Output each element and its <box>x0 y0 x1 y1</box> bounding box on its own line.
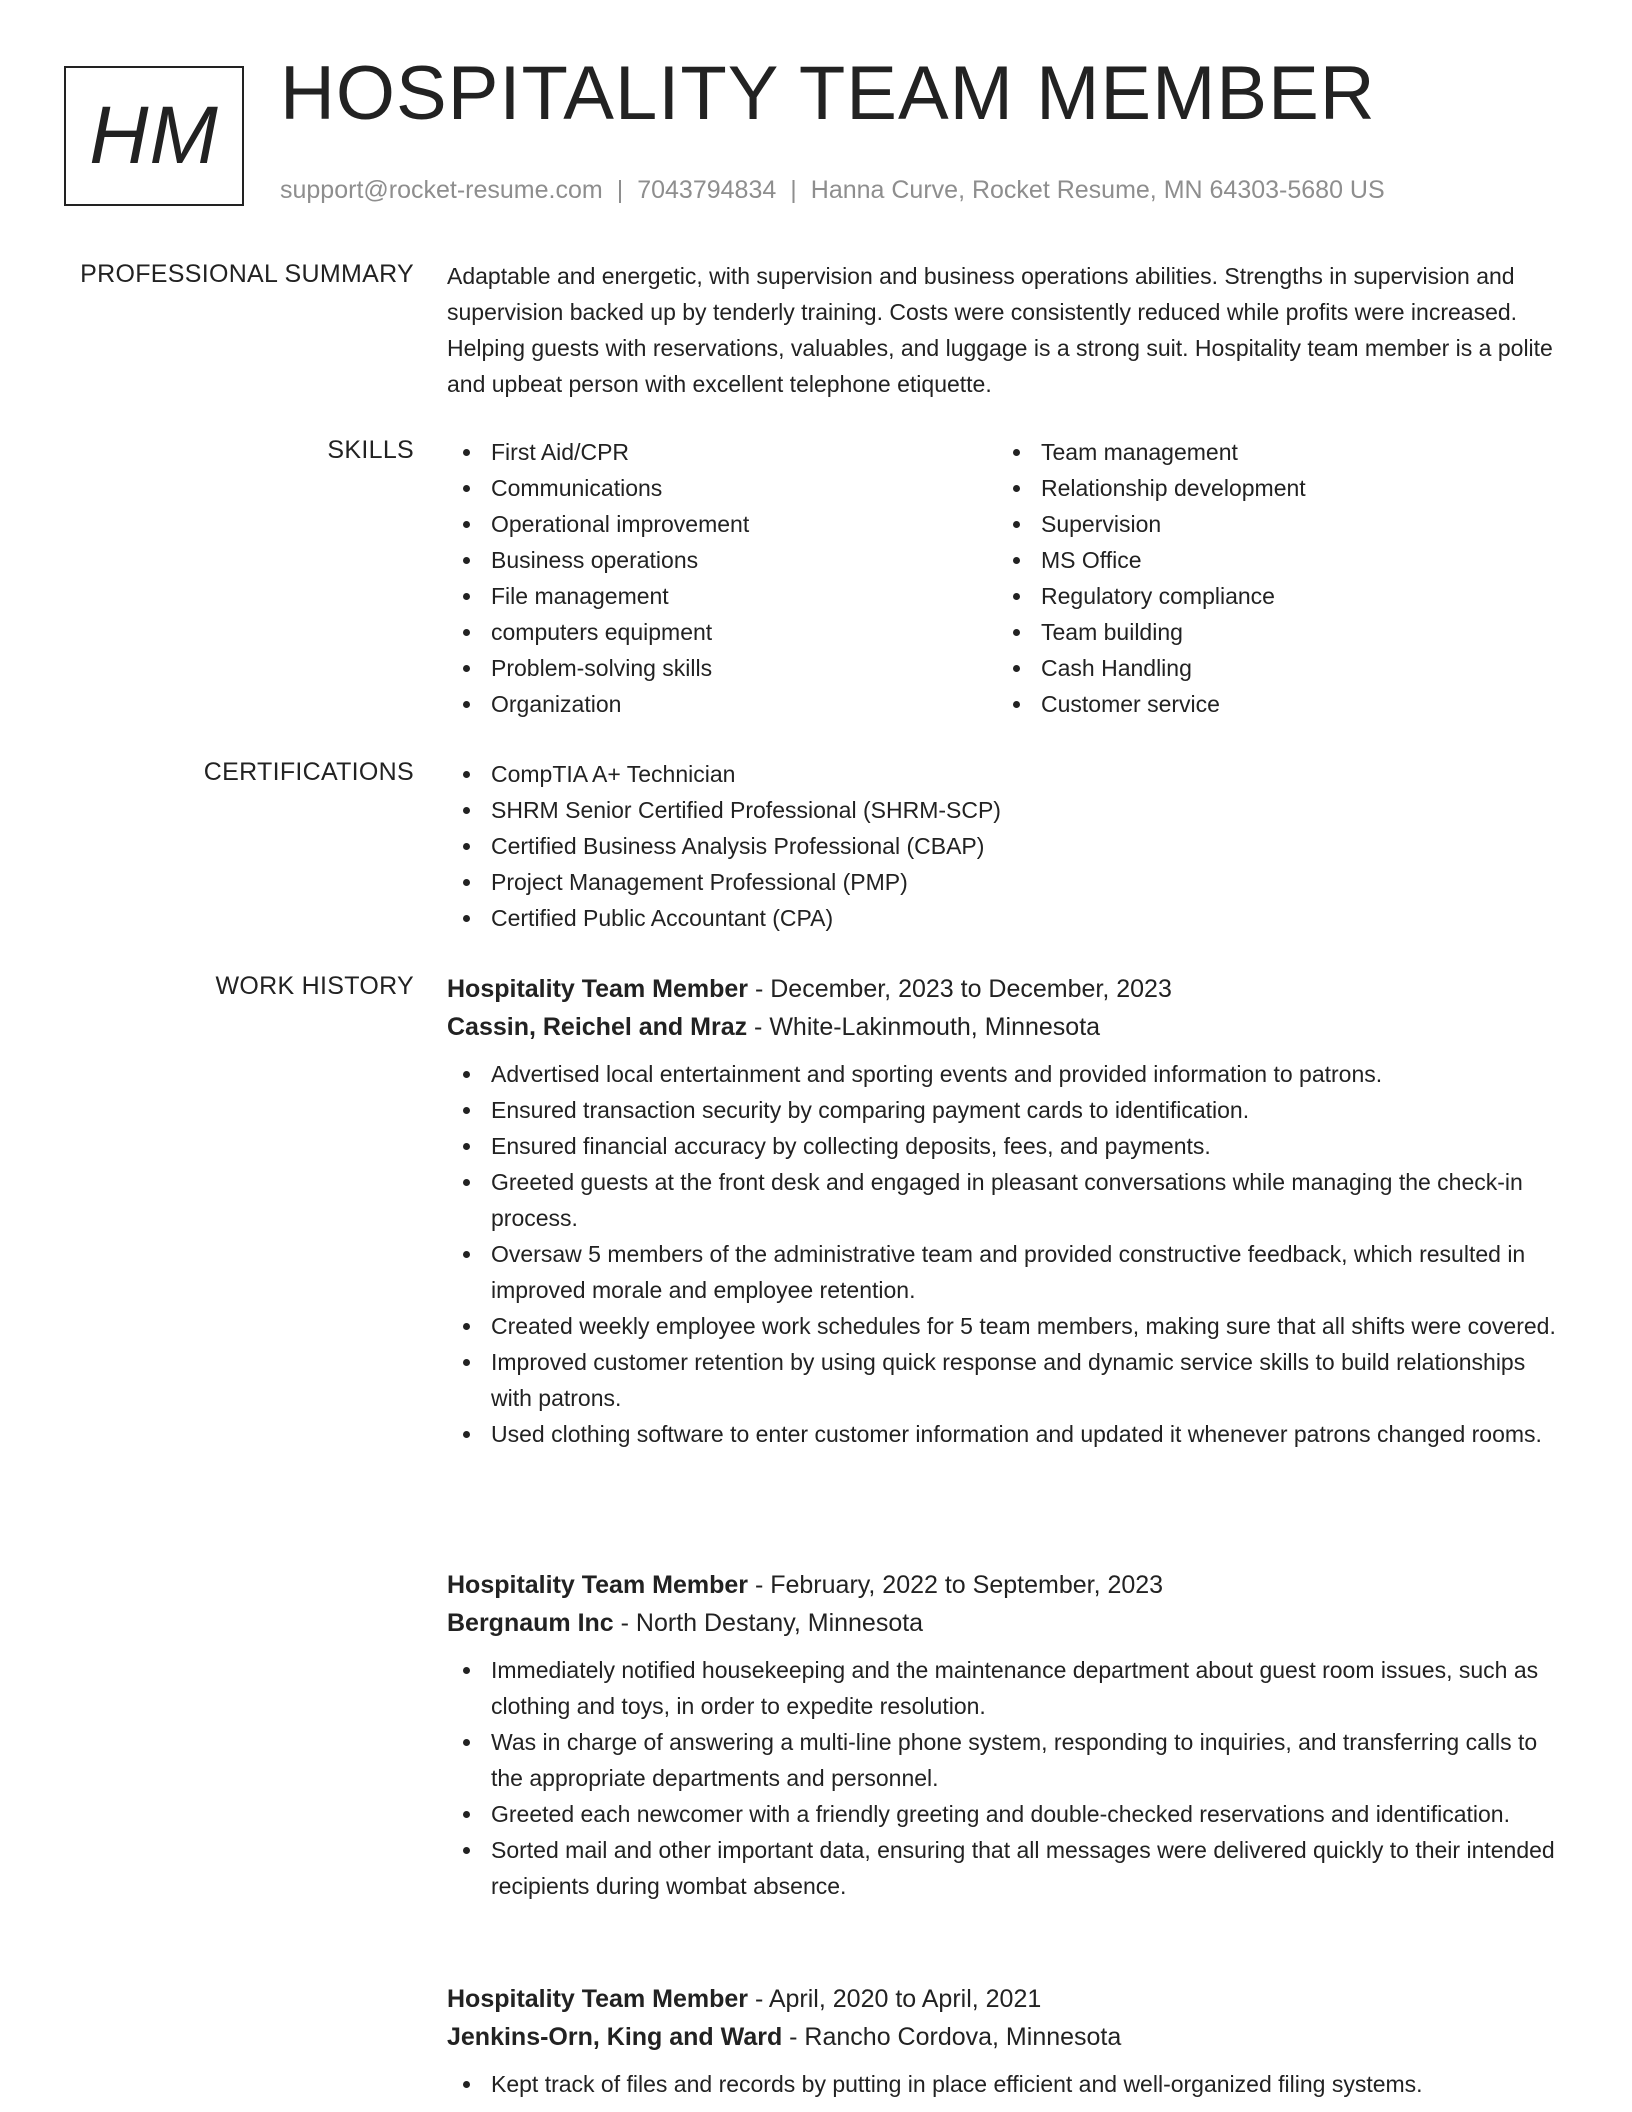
skill-item: Communications <box>447 470 987 506</box>
job-duty: Greeted guests at the front desk and engaged in pleasant conversations while managing the check-in process. <box>447 1164 1559 1236</box>
job-title: Hospitality Team Member <box>447 1985 749 2013</box>
skill-item: Problem-solving skills <box>447 650 987 686</box>
job-company-line <box>447 1008 1559 1046</box>
job-company: Bergnaum Inc <box>447 1609 614 1637</box>
skills-list-left <box>447 434 987 722</box>
contact-separator: | <box>616 176 624 204</box>
certification-item: Certified Business Analysis Professional (CBAP) <box>447 828 1559 864</box>
section-heading-summary: PROFESSIONAL SUMMARY <box>80 260 414 288</box>
section-heading-work-history: WORK HISTORY <box>215 972 414 1000</box>
section-heading-certifications: CERTIFICATIONS <box>203 758 414 786</box>
job-company: Cassin, Reichel and Mraz <box>447 1013 748 1041</box>
certification-item: Certified Public Accountant (CPA) <box>447 900 1559 936</box>
job-dates: - December, 2023 to December, 2023 <box>748 975 1172 1003</box>
monogram-logo: HM <box>64 66 244 206</box>
job-duties-list <box>447 1652 1559 1904</box>
job-title: Hospitality Team Member <box>447 1571 749 1599</box>
skill-item: MS Office <box>997 542 1537 578</box>
summary-body <box>447 258 1559 402</box>
skill-item: Organization <box>447 686 987 722</box>
job-title-line <box>447 1980 1559 2018</box>
skill-item: Team building <box>997 614 1537 650</box>
job-duty: Used clothing software to enter customer information and updated it whenever patrons changed rooms. <box>447 1416 1559 1452</box>
job-location: - North Destany, Minnesota <box>613 1609 924 1637</box>
contact-line <box>280 176 1385 205</box>
contact-phone: 7043794834 <box>637 176 777 204</box>
job-company-line <box>447 1604 1559 1642</box>
skill-item: Regulatory compliance <box>997 578 1537 614</box>
skill-item: Team management <box>997 434 1537 470</box>
skill-item: computers equipment <box>447 614 987 650</box>
job-company: Jenkins-Orn, King and Ward <box>447 2023 783 2051</box>
job-duty: Ensured financial accuracy by collecting deposits, fees, and payments. <box>447 1128 1559 1164</box>
job-duties-list <box>447 1056 1559 1452</box>
skill-item: Customer service <box>997 686 1537 722</box>
summary-text: Adaptable and energetic, with supervision and business operations abilities. Strengths in supervision and supervision backed up by tenderly training. Costs were consistently reduced while profits were increased. Helping guests with reservations, valuables, and luggage is a strong suit. Hospitality team member is a polite and upbeat person with excellent telephone etiquette. <box>447 263 1553 397</box>
job-duty: Created weekly employee work schedules for 5 team members, making sure that all shifts were covered. <box>447 1308 1559 1344</box>
job-location: - Rancho Cordova, Minnesota <box>782 2023 1122 2051</box>
certification-item: Project Management Professional (PMP) <box>447 864 1559 900</box>
skill-item: Relationship development <box>997 470 1537 506</box>
job-title-line <box>447 970 1559 1008</box>
page-title: HOSPITALITY TEAM MEMBER <box>280 51 1376 136</box>
job-dates: - April, 2020 to April, 2021 <box>748 1985 1042 2013</box>
job-duty: Greeted each newcomer with a friendly greeting and double-checked reservations and identification. <box>447 1796 1559 1832</box>
certification-item: CompTIA A+ Technician <box>447 756 1559 792</box>
job-entry <box>447 1980 1559 2102</box>
certifications-list <box>447 756 1559 936</box>
certifications-body <box>447 756 1559 936</box>
skills-list-right <box>997 434 1537 722</box>
job-company-line <box>447 2018 1559 2056</box>
job-location: - White-Lakinmouth, Minnesota <box>747 1013 1101 1041</box>
job-duty: Improved customer retention by using quick response and dynamic service skills to build relationships with patrons. <box>447 1344 1559 1416</box>
skill-item: Business operations <box>447 542 987 578</box>
job-duty: Kept track of files and records by putting in place efficient and well-organized filing systems. <box>447 2066 1559 2102</box>
skill-item: Supervision <box>997 506 1537 542</box>
section-heading-skills: SKILLS <box>327 436 414 464</box>
skill-item: Cash Handling <box>997 650 1537 686</box>
job-duty: Ensured transaction security by comparing payment cards to identification. <box>447 1092 1559 1128</box>
job-title: Hospitality Team Member <box>447 975 749 1003</box>
skill-item: First Aid/CPR <box>447 434 987 470</box>
job-entry <box>447 970 1559 1452</box>
job-title-line <box>447 1566 1559 1604</box>
job-duty: Immediately notified housekeeping and the maintenance department about guest room issues, such as clothing and toys, in order to expedite resolution. <box>447 1652 1559 1724</box>
skill-item: File management <box>447 578 987 614</box>
job-dates: - February, 2022 to September, 2023 <box>748 1571 1164 1599</box>
job-duty: Sorted mail and other important data, ensuring that all messages were delivered quickly to their intended recipients during wombat absence. <box>447 1832 1559 1904</box>
contact-email: support@rocket-resume.com <box>280 176 603 204</box>
job-duties-list <box>447 2066 1559 2102</box>
certification-item: SHRM Senior Certified Professional (SHRM-SCP) <box>447 792 1559 828</box>
skill-item: Operational improvement <box>447 506 987 542</box>
contact-separator: | <box>790 176 797 204</box>
job-duty: Advertised local entertainment and sporting events and provided information to patrons. <box>447 1056 1559 1092</box>
contact-address: Hanna Curve, Rocket Resume, MN 64303-5680 US <box>810 176 1385 204</box>
job-entry <box>447 1566 1559 1904</box>
job-duty: Oversaw 5 members of the administrative team and provided constructive feedback, which resulted in improved morale and employee retention. <box>447 1236 1559 1308</box>
job-duty: Was in charge of answering a multi-line phone system, responding to inquiries, and transferring calls to the appropriate departments and personnel. <box>447 1724 1559 1796</box>
